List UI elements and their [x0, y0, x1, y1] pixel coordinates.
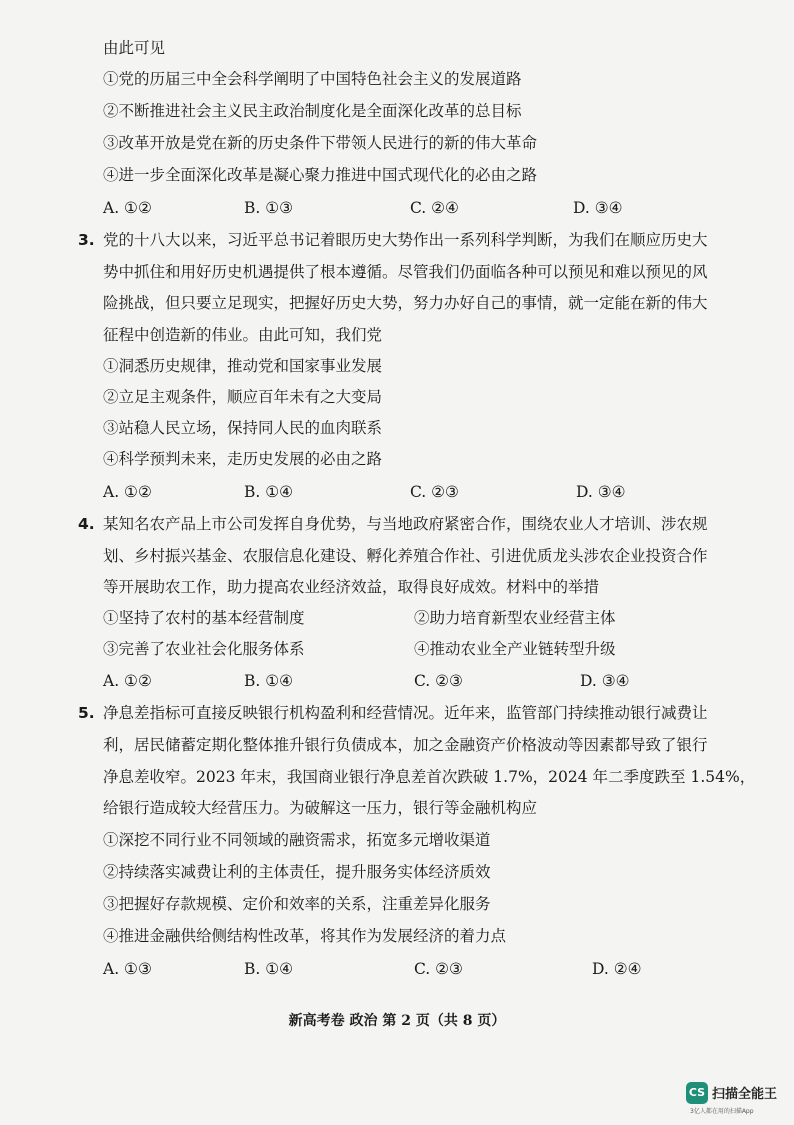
q4-item-3: ③完善了农业社会化服务体系 [103, 640, 305, 658]
q3-option-d: D. ③④ [576, 483, 626, 501]
q5-item-1: ①深挖不同行业不同领域的融资需求，拓宽多元增收渠道 [103, 831, 491, 849]
q4-stem-1: 某知名农产品上市公司发挥自身优势，与当地政府紧密合作，围绕农业人才培训、涉农规 [103, 515, 708, 533]
q3-stem-2: 势中抓住和用好历史机遇提供了根本遵循。尽管我们仍面临各种可以预见和难以预见的风 [103, 263, 708, 281]
q5-stem-2: 利，居民储蓄定期化整体推升银行负债成本，加之金融资产价格波动等因素都导致了银行 [103, 736, 708, 754]
page-footer: 新高考卷 政治 第 2 页（共 8 页） [288, 1013, 506, 1029]
q2-item-2: ②不断推进社会主义民主政治制度化是全面深化改革的总目标 [103, 102, 522, 120]
q3-item-1: ①洞悉历史规律，推动党和国家事业发展 [103, 357, 383, 375]
q4-option-b: B. ①④ [244, 672, 294, 690]
q4-item-1: ①坚持了农村的基本经营制度 [103, 609, 305, 627]
q2-option-d: D. ③④ [573, 199, 623, 217]
q3-item-2: ②立足主观条件，顺应百年未有之大变局 [103, 388, 383, 406]
q4-option-c: C. ②③ [414, 672, 463, 690]
q3-option-c: C. ②③ [410, 483, 459, 501]
q3-stem-3: 险挑战，但只要立足现实，把握好历史大势，努力办好自己的事情，就一定能在新的伟大 [103, 294, 708, 312]
q4-option-d: D. ③④ [580, 672, 630, 690]
q3-option-a: A. ①② [103, 483, 152, 501]
q3-number: 3. [78, 231, 95, 249]
q4-stem-2: 划、乡村振兴基金、农服信息化建设、孵化养殖合作社、引进优质龙头涉农企业投资合作 [103, 547, 708, 565]
q3-item-3: ③站稳人民立场，保持同人民的血肉联系 [103, 419, 383, 437]
q3-item-4: ④科学预判未来，走历史发展的必由之路 [103, 450, 383, 468]
q5-item-3: ③把握好存款规模、定价和效率的关系，注重差异化服务 [103, 895, 491, 913]
q4-option-a: A. ①② [103, 672, 152, 690]
q5-stem-1: 净息差指标可直接反映银行机构盈利和经营情况。近年来，监管部门持续推动银行减费让 [103, 704, 708, 722]
q4-item-4: ④推动农业全产业链转型升级 [414, 640, 616, 658]
q5-number: 5. [78, 704, 95, 722]
q2-option-c: C. ②④ [410, 199, 459, 217]
q4-number: 4. [78, 515, 95, 533]
q3-stem-4: 征程中创造新的伟业。由此可知，我们党 [103, 326, 383, 344]
camscanner-logo: CS [686, 1082, 708, 1104]
q2-item-3: ③改革开放是党在新的历史条件下带领人民进行的新的伟大革命 [103, 134, 538, 152]
q5-option-d: D. ②④ [592, 960, 642, 978]
q4-stem-3: 等开展助农工作，助力提高农业经济效益，取得良好成效。材料中的举措 [103, 578, 600, 596]
q3-option-b: B. ①④ [244, 483, 294, 501]
q2-option-a: A. ①② [103, 199, 152, 217]
q5-option-a: A. ①③ [103, 960, 152, 978]
q5-option-c: C. ②③ [414, 960, 463, 978]
q2-intro: 由此可见 [103, 39, 166, 57]
q3-stem-1: 党的十八大以来，习近平总书记着眼历史大势作出一系列科学判断，为我们在顺应历史大 [103, 231, 708, 249]
q5-option-b: B. ①④ [244, 960, 294, 978]
q2-option-b: B. ①③ [244, 199, 294, 217]
q2-item-4: ④进一步全面深化改革是凝心聚力推进中国式现代化的必由之路 [103, 166, 538, 184]
q5-stem-3: 净息差收窄。2023 年末，我国商业银行净息差首次跌破 1.7%，2024 年二季度跌至 1.54%， [103, 768, 756, 786]
q5-item-2: ②持续落实减费让利的主体责任，提升服务实体经济质效 [103, 863, 491, 881]
q4-item-2: ②助力培育新型农业经营主体 [414, 609, 616, 627]
q5-item-4: ④推进金融供给侧结构性改革，将其作为发展经济的着力点 [103, 927, 507, 945]
camscanner-subtitle: 3亿人都在用的扫描App [690, 1108, 754, 1115]
camscanner-title: 扫描全能王 [712, 1087, 778, 1102]
q5-stem-4: 给银行造成较大经营压力。为破解这一压力，银行等金融机构应 [103, 799, 538, 817]
q2-item-1: ①党的历届三中全会科学阐明了中国特色社会主义的发展道路 [103, 70, 522, 88]
